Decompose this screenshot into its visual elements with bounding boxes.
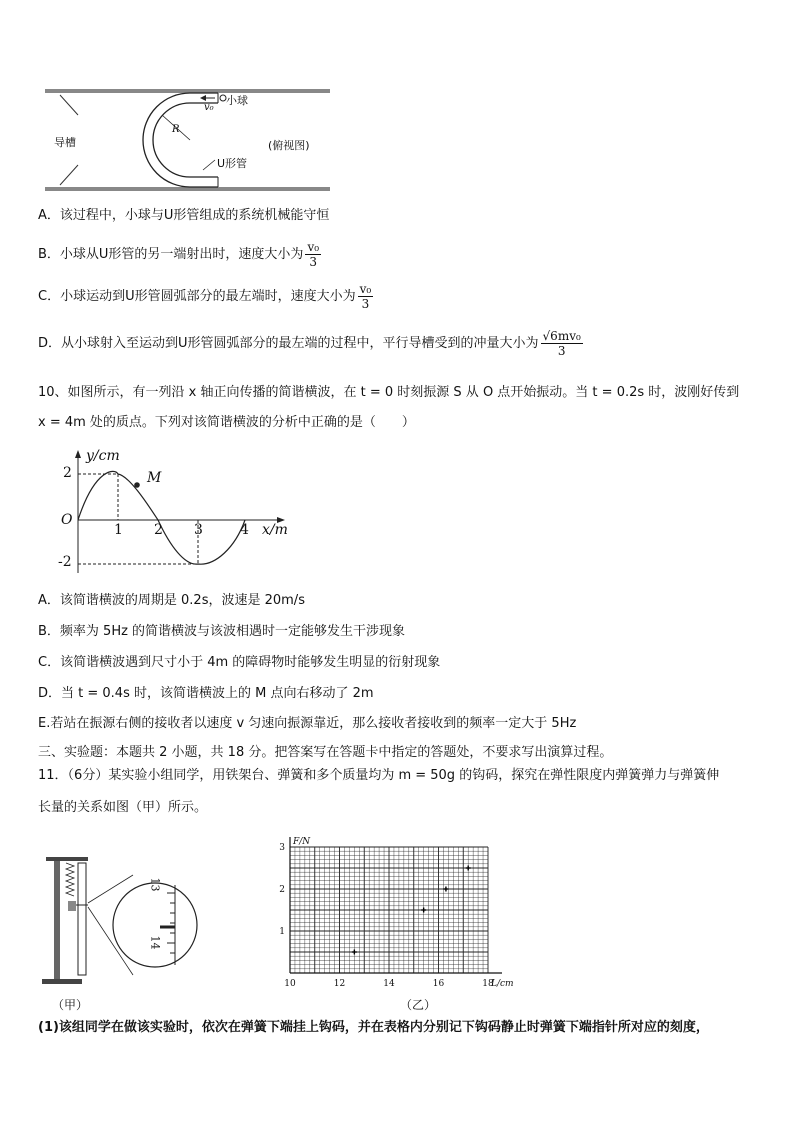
v0-label: v₀ — [204, 102, 214, 113]
q10-option-d: D．当 t = 0.4s 时，该简谐横波上的 M 点向右移动了 2m — [38, 686, 374, 701]
x-tick-label: 14 — [383, 979, 395, 989]
data-point — [352, 950, 357, 955]
y-tick-label: 2 — [279, 885, 285, 895]
tube-label: U形管 — [217, 157, 248, 170]
x-tick-label: 16 — [432, 979, 445, 989]
section-3-heading: 三、实验题：本题共 2 小题，共 18 分。把答案写在答题卡中指定的答题处，不要求写出演算过程。 — [38, 745, 613, 760]
view-label: (俯视图) — [268, 139, 310, 152]
wave-y-tick-neg2: -2 — [58, 554, 72, 570]
q10-option-a: A．该简谐横波的周期是 0.2s，波速是 20m/s — [38, 593, 305, 608]
wave-x-tick-1: 1 — [114, 522, 123, 538]
q11-stem-line1: 11．（6分）某实验小组同学，用铁架台、弹簧和多个质量均为 m = 50g 的钩码，探究在弹性限度内弹簧弹力与弹簧伸 — [38, 768, 720, 783]
q10-option-c: C．该简谐横波遇到尺寸小于 4m 的障碍物时能够发生明显的衍射现象 — [38, 655, 441, 670]
data-point — [466, 866, 471, 871]
figure-jia-caption: （甲） — [52, 998, 89, 1012]
q9-option-d: D．从小球射入至运动到U形管圆弧部分的最左端的过程中，平行导槽受到的冲量大小为 $\frac{\text{√6mv₀}}{3}$ — [38, 329, 581, 358]
wave-x-tick-3: 3 — [194, 522, 203, 538]
figure-yi-caption: （乙） — [400, 998, 437, 1012]
q11-stem-line2: 长量的关系如图（甲）所示。 — [38, 800, 208, 815]
q9-option-b: B．小球从U形管的另一端射出时，速度大小为 $\frac{\text{v₀}}{3}$ — [38, 240, 320, 269]
q10-stem-line2: x = 4m 处的质点。下列对该简谐横波的分析中正确的是（ ） — [38, 415, 415, 430]
x-tick-label: 10 — [284, 979, 296, 989]
wave-x-label: x/m — [262, 522, 288, 538]
scale-label-14: 14 — [148, 935, 162, 950]
q9-option-c: C．小球运动到U形管圆弧部分的最左端时，速度大小为 $\frac{\text{v₀}}{3}$ — [38, 282, 372, 311]
wave-graph — [55, 448, 295, 580]
wave-y-tick-2: 2 — [63, 465, 72, 481]
wave-y-label: y/cm — [86, 448, 120, 464]
apparatus-figure — [38, 855, 198, 995]
groove-label: 导槽 — [54, 136, 76, 149]
q10-option-e: E.若站在振源右侧的接收者以速度 v 匀速向振源靠近，那么接收者接收到的频率一定大于 5Hz — [38, 716, 577, 731]
x-tick-label: 12 — [333, 979, 346, 989]
x-tick-label: 18 — [482, 979, 494, 989]
ball-label: 小球 — [226, 94, 248, 107]
y-tick-label: 3 — [279, 843, 285, 853]
wave-origin: O — [61, 512, 73, 528]
data-point — [421, 908, 426, 913]
q10-option-b: B．频率为 5Hz 的简谐横波与该波相遇时一定能够发生干涉现象 — [38, 624, 406, 639]
scale-label-13: 13 — [148, 877, 162, 892]
wave-point-m: M — [147, 470, 162, 486]
y-axis-label: F/N — [293, 837, 311, 847]
q11-subquestion-1: (1)该组同学在做该实验时，依次在弹簧下端挂上钩码，并在表格内分别记下钩码静止时弹簧下端指针所对应的刻度， — [38, 1020, 709, 1035]
q10-stem-line1: 10、如图所示，有一列沿 x 轴正向传播的简谐横波，在 t = 0 时刻振源 S 从 O 点开始振动。当 t = 0.2s 时，波刚好传到 — [38, 385, 740, 400]
radius-label: R — [172, 124, 180, 135]
y-tick-label: 1 — [279, 927, 285, 937]
force-length-chart — [270, 835, 520, 1000]
wave-x-tick-2: 2 — [154, 522, 163, 538]
x-axis-label: L/cm — [491, 979, 514, 989]
data-point — [443, 887, 448, 892]
q9-option-a: A．该过程中，小球与U形管组成的系统机械能守恒 — [38, 208, 330, 223]
wave-x-tick-4: 4 — [240, 522, 249, 538]
